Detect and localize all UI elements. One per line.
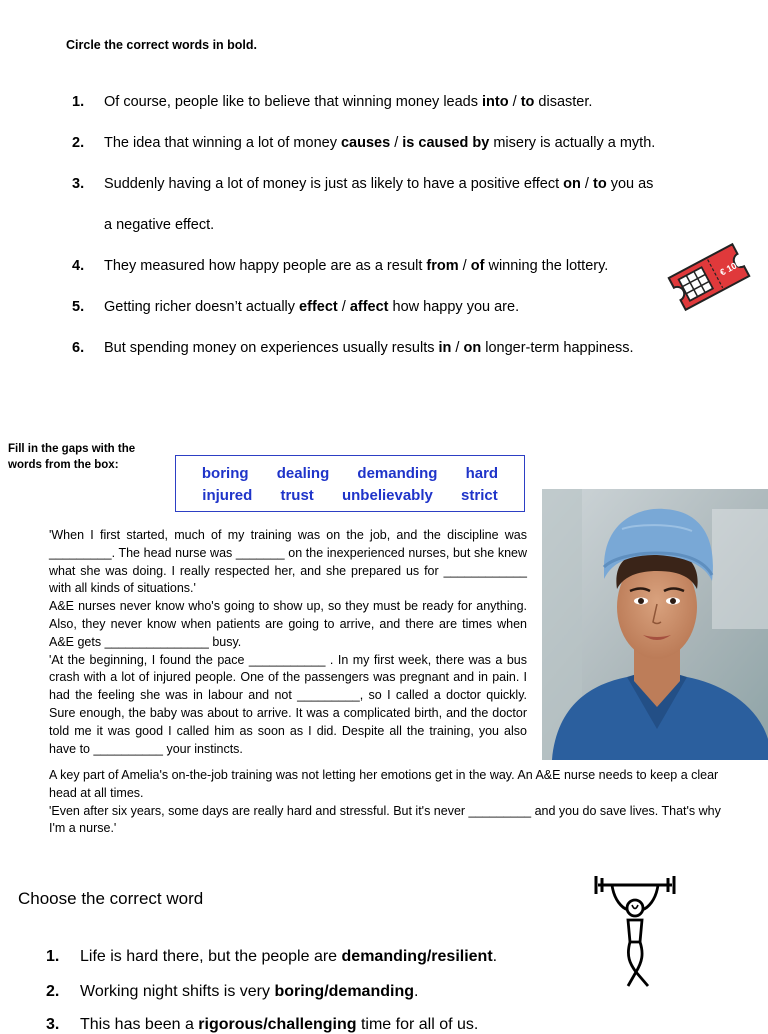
passage-paragraph: 'When I first started, much of my training was on the job, and the discipline was _________. The head nurse was _______ on the inexperienced nurses, but she knew what she was doing. I really respected her, and she prepared us for ____________ with all kinds of situations.' xyxy=(49,528,527,596)
word-choice[interactable]: demanding/resilient xyxy=(341,948,493,965)
option-b[interactable]: to xyxy=(520,94,535,110)
item-text: The idea that winning a lot of money xyxy=(104,135,341,151)
item-text: Of course, people like to believe that winning money leads xyxy=(104,94,483,110)
item-number: 2. xyxy=(46,983,60,1000)
item-text-end: you as xyxy=(606,176,654,192)
item-number: 3. xyxy=(72,176,85,192)
option-a[interactable]: causes xyxy=(340,135,391,151)
item-text-end: how happy you are. xyxy=(388,299,520,315)
item-number: 1. xyxy=(46,948,60,965)
item-text: This has been a xyxy=(80,1016,199,1033)
item-number: 4. xyxy=(72,258,85,274)
word-box-row xyxy=(176,487,524,504)
option-b[interactable]: on xyxy=(463,340,482,356)
exercise1-title: Circle the correct words in bold. xyxy=(66,38,258,52)
item-text-end: misery is actually a myth. xyxy=(489,135,656,151)
word-choice[interactable]: boring/demanding xyxy=(274,983,414,1000)
item-text-end: winning the lottery. xyxy=(484,258,609,274)
item-text: a negative effect. xyxy=(104,217,215,233)
word-option[interactable]: unbelievably xyxy=(341,487,433,504)
word-option[interactable]: demanding xyxy=(357,465,438,482)
option-a[interactable]: on xyxy=(563,176,581,192)
item-number: 6. xyxy=(72,340,85,356)
passage-paragraph: 'At the beginning, I found the pace ___________ . In my first week, there was a bus crash with a lot of injured people. One of the passengers was pregnant and in pain. I had the feeling she was in labour and not _________, so I called a doctor quickly. Sure enough, the baby was about to arrive. It was a complicated birth, and the doctor told me it was good I called him as soon as I did. Despite all the training, you also have to __________ your instincts. xyxy=(49,652,527,756)
nurse-photo xyxy=(542,489,768,760)
item-text-end: . xyxy=(413,983,419,1000)
option-a[interactable]: in xyxy=(438,340,452,356)
word-box xyxy=(175,455,525,512)
option-separator: / xyxy=(580,176,593,192)
item-number: 1. xyxy=(72,94,85,110)
item-number: 3. xyxy=(46,1016,60,1033)
gap-fill-passage xyxy=(49,527,527,758)
word-option[interactable]: dealing xyxy=(276,465,330,482)
item-text-end: longer-term happiness. xyxy=(481,340,634,356)
option-a[interactable]: into xyxy=(482,94,509,110)
option-separator: / xyxy=(458,258,471,274)
item-number: 5. xyxy=(72,299,85,315)
lottery-ticket-icon xyxy=(663,237,755,317)
item-text: Life is hard there, but the people are xyxy=(80,948,342,965)
word-option[interactable]: strict xyxy=(461,487,498,504)
option-a[interactable]: effect xyxy=(299,299,338,315)
item-text: Suddenly having a lot of money is just as likely to have a positive effect xyxy=(104,176,564,192)
option-b[interactable]: to xyxy=(592,176,607,192)
word-choice[interactable]: rigorous/challenging xyxy=(198,1016,357,1033)
word-option[interactable]: trust xyxy=(280,487,314,504)
option-b[interactable]: is caused by xyxy=(402,135,490,151)
exercise2-instruction: Fill in the gaps with the words from the box: xyxy=(8,443,136,471)
option-b[interactable]: affect xyxy=(349,299,389,315)
passage-paragraph: A&E nurses never know who's going to show up, so they must be ready for anything. Also, they never know when patients are going to arrive, and there are times when A&E gets _______________ busy. xyxy=(49,599,527,649)
option-separator: / xyxy=(508,94,521,110)
ticket-value: € 100 xyxy=(718,258,743,278)
item-number: 2. xyxy=(72,135,85,151)
item-text-end: time for all of us. xyxy=(356,1016,479,1033)
item-text: Getting richer doesn’t actually xyxy=(104,299,300,315)
option-separator: / xyxy=(337,299,350,315)
passage-paragraph: A key part of Amelia's on-the-job training was not letting her emotions get in the way. An A&E nurse needs to keep a clear head at all times. xyxy=(49,768,719,800)
item-text-end: . xyxy=(492,948,498,965)
word-option[interactable]: boring xyxy=(201,465,249,482)
exercise3-title: Choose the correct word xyxy=(18,889,204,908)
option-separator: / xyxy=(451,340,464,356)
item-text: They measured how happy people are as a result xyxy=(104,258,427,274)
weightlifter-icon xyxy=(590,868,680,993)
option-separator: / xyxy=(390,135,403,151)
passage-paragraph: 'Even after six years, some days are really hard and stressful. But it's never _________ and you do save lives. That's why I'm a nurse.' xyxy=(49,803,721,836)
passage-continuation xyxy=(49,767,723,838)
item-text-end: disaster. xyxy=(534,94,593,110)
word-option[interactable]: injured xyxy=(202,487,253,504)
item-text: Working night shifts is very xyxy=(80,983,275,1000)
word-option[interactable]: hard xyxy=(465,465,499,482)
word-box-row xyxy=(176,465,524,482)
option-b[interactable]: of xyxy=(470,258,485,274)
option-a[interactable]: from xyxy=(426,258,459,274)
item-text: But spending money on experiences usually results xyxy=(104,340,439,356)
